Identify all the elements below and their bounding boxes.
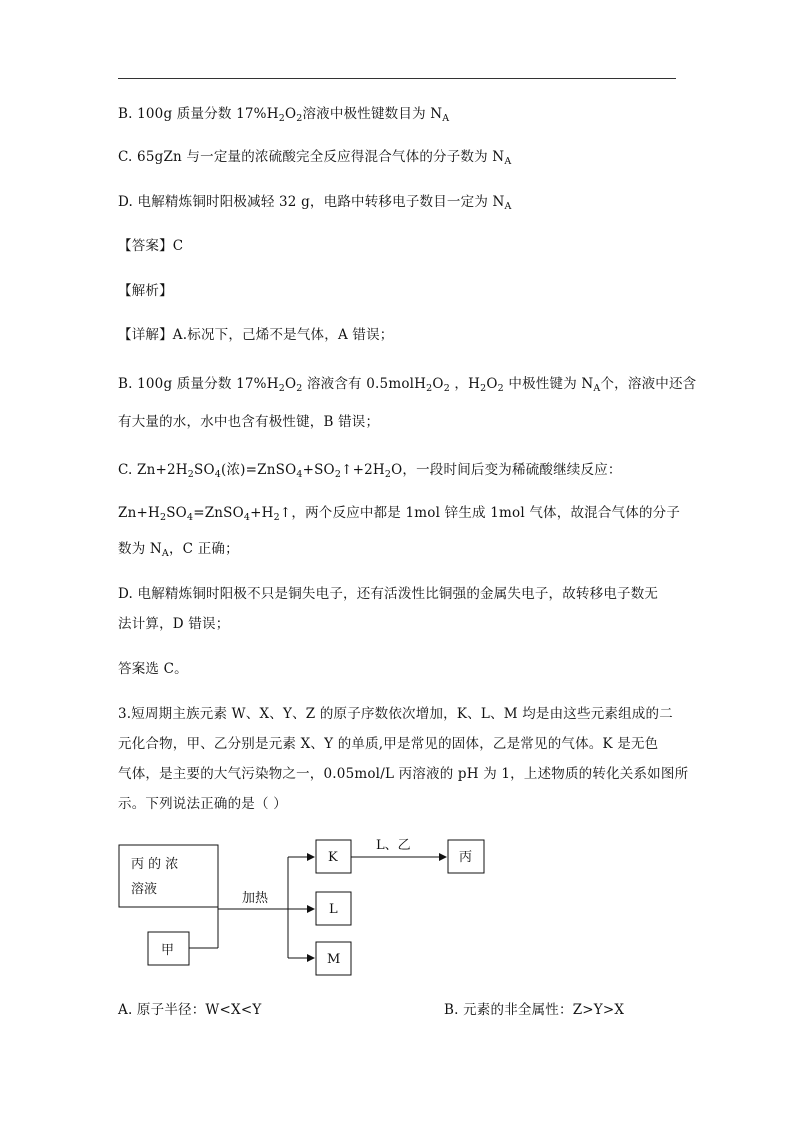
b-explanation-line-1: B. 100g 质量分数 $17\%H_2O_2$ 溶液含有 $0.5molH_2O_2$ ，$H_2O_2$ 中极性键为 $N_A$个，溶液中还含 xyxy=(118,376,697,394)
detail-line: 【详解】A.标况下，己烯不是气体，A 错误； xyxy=(118,327,394,343)
question3-line-2: 元化合物，甲、乙分别是元素 X、Y 的单质,甲是常见的固体，乙是常见的气体。K 是无色 xyxy=(118,736,659,752)
c-explanation-line-1: C. $Zn+2H_2SO_4$(浓)$=ZnSO_4+SO_2↑+2H_2O$，一段时间后变为稀硫酸继续反应： xyxy=(118,462,622,480)
b-explanation-line-2: 有大量的水，水中也含有极性键，B 错误； xyxy=(118,414,380,430)
question3-line-1: 3.短周期主族元素 W、X、Y、Z 的原子序数依次增加，K、L、M 均是由这些元素组成的二 xyxy=(118,706,673,722)
analysis-heading: 【解析】 xyxy=(118,283,173,299)
box-concentrated-bing-solution-label-2: 溶液 xyxy=(131,882,158,897)
option-d-line: D. 电解精炼铜时阳极减轻 32 g，电路中转移电子数目一定为 $N_A$ xyxy=(118,194,512,212)
d-explanation-line-1: D. 电解精炼铜时阳极不只是铜失电子，还有活泼性比铜强的金属失电子，故转移电子数无 xyxy=(118,586,659,602)
box-concentrated-bing-solution-label-1: 丙 的 浓 xyxy=(131,857,179,872)
box-concentrated-bing-solution xyxy=(119,845,218,907)
box-jia-label: 甲 xyxy=(161,943,175,958)
option-b-line: B. 100g 质量分数 $17\%H_2O_2$溶液中极性键数目为 $N_A$ xyxy=(118,106,450,124)
heat-label: 加热 xyxy=(242,891,269,906)
answer-line: 【答案】C xyxy=(118,238,184,254)
box-bing-label: 丙 xyxy=(459,850,473,865)
option-a-radius: A. 原子半径：W<X<Y xyxy=(118,1002,262,1018)
c-explanation-line-3: 数为 $N_A$，C 正确； xyxy=(118,541,239,559)
question3-line-4: 示。下列说法正确的是（ ） xyxy=(118,796,287,812)
box-l-label: L xyxy=(329,902,338,917)
d-explanation-line-2: 法计算，D 错误； xyxy=(118,616,230,632)
arrow-label-l-yi: L、乙 xyxy=(376,838,411,853)
option-c-line: C. 65gZn 与一定量的浓硫酸完全反应得混合气体的分子数为 $N_A$ xyxy=(118,149,512,167)
answer-choose-line: 答案选 C。 xyxy=(118,661,188,677)
box-k-label: K xyxy=(328,850,338,865)
question3-line-3: 气体，是主要的大气污染物之一，0.05mol/L 丙溶液的 pH 为 1，上述物质的转化关系如图所 xyxy=(118,766,689,782)
box-m-label: M xyxy=(327,952,341,967)
c-explanation-line-2: $Zn+H_2SO_4=ZnSO_4+H_2↑$，两个反应中都是 1mol 锌生成 1mol 气体，故混合气体的分子 xyxy=(118,505,681,523)
option-b-nonmetal: B. 元素的非全属性：Z>Y>X xyxy=(444,1002,625,1018)
